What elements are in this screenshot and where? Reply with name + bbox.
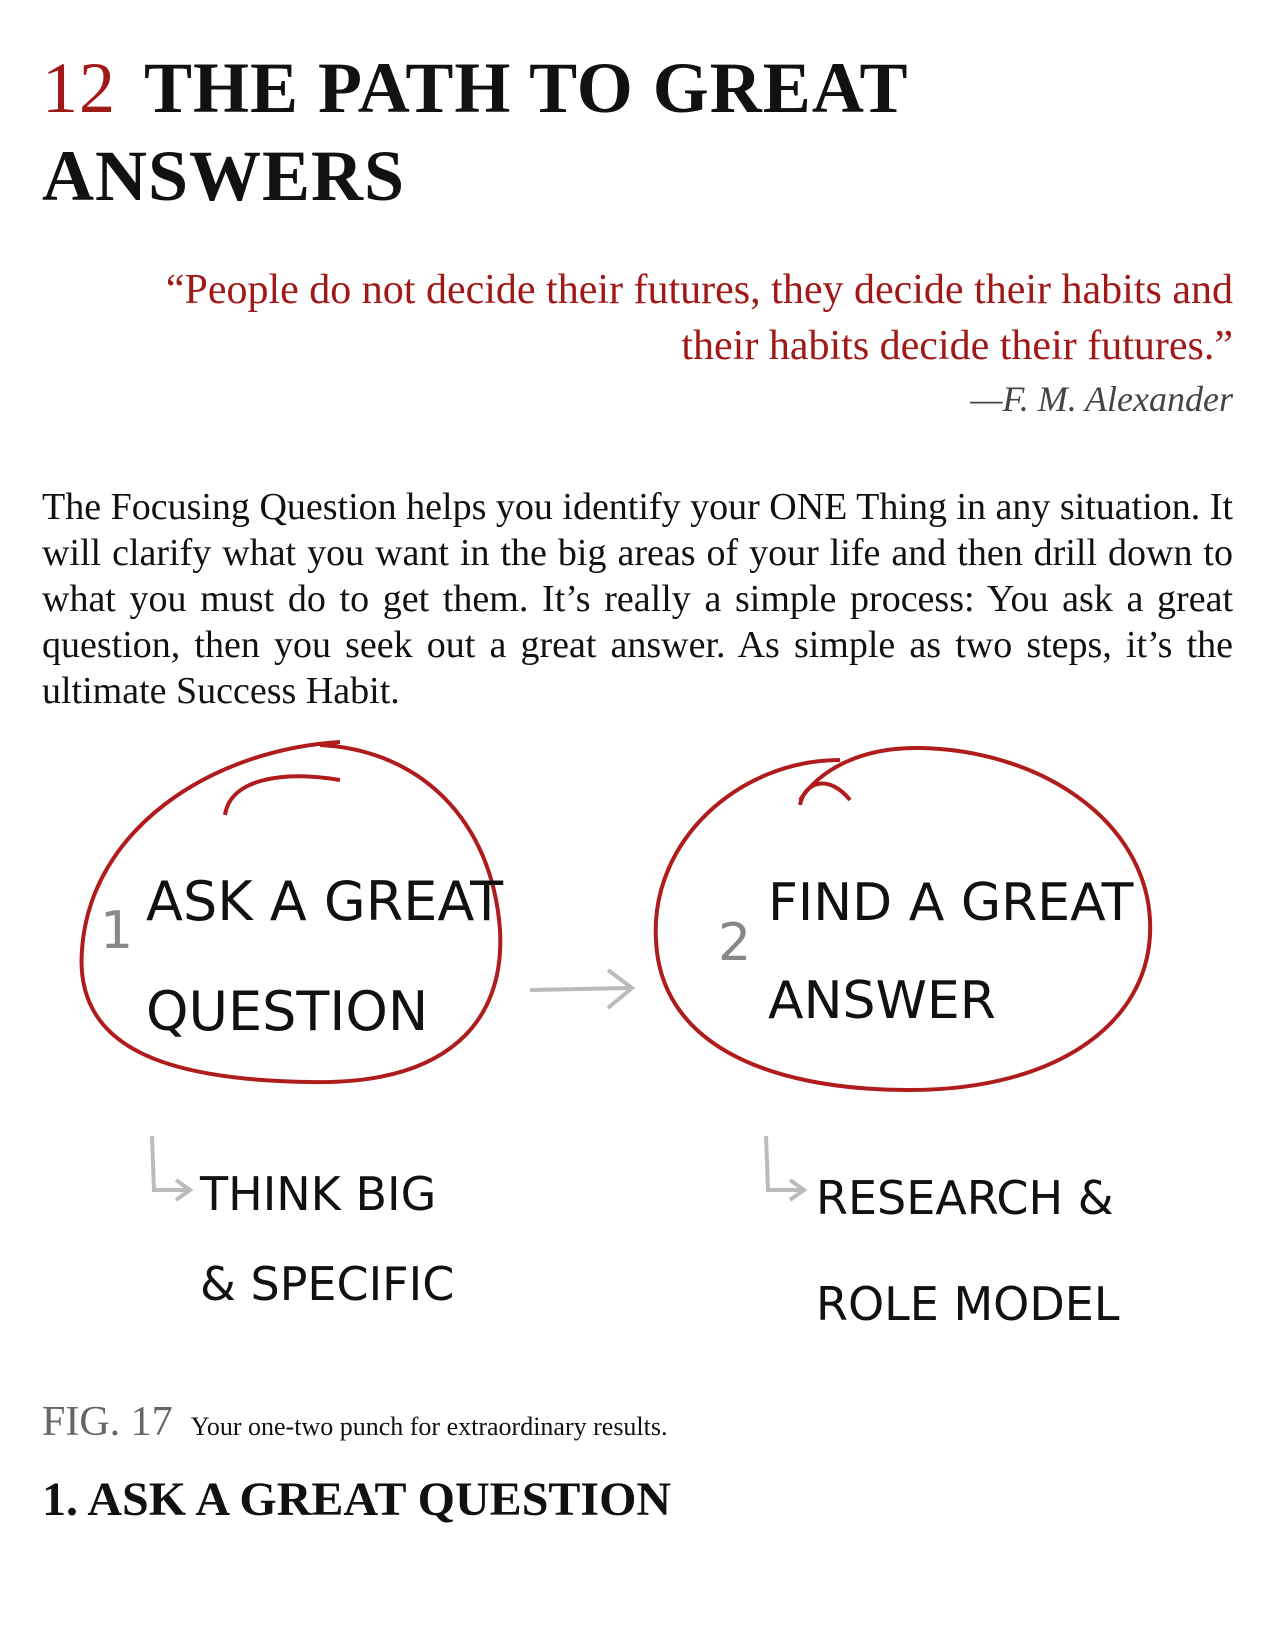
step1-sub-arrow: [152, 1136, 190, 1200]
connecting-arrow: [530, 970, 632, 1008]
caption-label: FIG. 17: [42, 1399, 173, 1445]
step2-line2: ANSWER: [768, 971, 996, 1031]
step1-flourish: [225, 776, 340, 815]
step2-sub2: ROLE MODEL: [816, 1277, 1120, 1331]
step2-number: 2: [718, 913, 752, 973]
epigraph-quote: “People do not decide their futures, they decide their habits and their habits decide their futures.”: [165, 267, 1233, 369]
body-paragraph: The Focusing Question helps you identify your ONE Thing in any situation. It will clarify what you want in the big areas of your life and then drill down to what you must do to get them. It’s really a simple process: You ask a great question, then you seek out a great answer. As simple as two steps, it’s the ultimate Success Habit.: [42, 486, 1233, 712]
section-heading: 1. ASK A GREAT QUESTION: [42, 1473, 672, 1526]
step1-line2: QUESTION: [146, 980, 429, 1043]
figure-caption: [42, 1398, 668, 1446]
step2-line1: FIND A GREAT: [768, 873, 1134, 933]
epigraph-attribution: —F. M. Alexander: [970, 379, 1233, 419]
chapter-number: 12: [42, 48, 116, 128]
step1-line1: ASK A GREAT: [146, 870, 504, 933]
step1-sub2: & SPECIFIC: [200, 1257, 455, 1311]
step2-sub1: RESEARCH &: [816, 1171, 1114, 1225]
step2-flourish: [800, 784, 850, 805]
step1-number: 1: [100, 901, 134, 961]
chapter-title: THE PATH TO GREAT ANSWERS: [42, 48, 908, 216]
step1-sub1: THINK BIG: [200, 1167, 437, 1221]
step2-sub-arrow: [766, 1136, 804, 1200]
figure-diagram: [60, 720, 1220, 1360]
chapter-heading: [42, 44, 1202, 220]
caption-text: Your one-two punch for extraordinary results.: [190, 1412, 668, 1441]
